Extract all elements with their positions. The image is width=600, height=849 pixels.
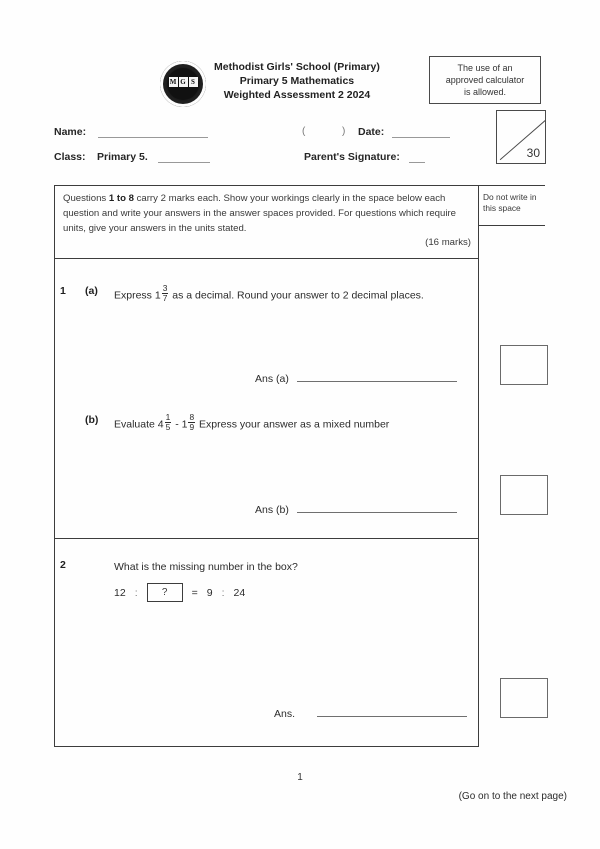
question-1b-answer-input[interactable] xyxy=(297,503,457,513)
name-label: Name: xyxy=(54,126,87,138)
marking-column-divider xyxy=(478,185,479,747)
calculator-notice-line-3: is allowed. xyxy=(463,87,507,97)
date-label: Date: xyxy=(358,126,385,138)
question-1a-answer-input[interactable] xyxy=(297,372,457,382)
calculator-notice xyxy=(429,56,541,104)
ratio-missing-number-box[interactable]: ? xyxy=(147,583,183,602)
ratio-second-term: 9 xyxy=(206,586,213,599)
calculator-notice-line-2: approved calculator xyxy=(445,75,525,85)
ratio-third-term: 24 xyxy=(233,586,246,599)
parent-signature-label: Parent's Signature: xyxy=(304,151,400,163)
question-1b-answer-label: Ans (b) xyxy=(255,504,289,516)
question-1a-denominator: 7 xyxy=(162,293,168,303)
question-1b-answer-row xyxy=(255,503,457,516)
question-1b-text xyxy=(114,414,389,433)
question-1b-marking-box xyxy=(500,475,548,515)
question-1a-text-before: Express 1 xyxy=(114,289,161,302)
question-2-answer-label: Ans. xyxy=(274,708,296,720)
question-1a-answer-label: Ans (a) xyxy=(255,373,289,385)
crest-letter-g: G xyxy=(180,78,186,86)
subject-title: Primary 5 Mathematics xyxy=(239,75,355,87)
school-name: Methodist Girls' School (Primary) xyxy=(214,61,380,73)
ratio-equals-sign: = xyxy=(191,586,198,599)
question-2-ratio-expression xyxy=(114,583,245,602)
instructions-bottom-rule xyxy=(54,258,479,259)
crest-letter-m: M xyxy=(169,78,177,86)
frame-top-rule xyxy=(54,185,479,186)
question-1b-denominator-1: 5 xyxy=(165,422,171,432)
question-1b-numerator-1: 1 xyxy=(165,412,171,422)
question-1a-text xyxy=(114,285,424,304)
question-1a-numerator: 3 xyxy=(162,283,168,293)
index-paren-close: ) xyxy=(342,126,346,137)
title-block xyxy=(214,58,380,102)
calculator-notice-line-1: The use of an xyxy=(457,63,513,73)
question-1a-label: (a) xyxy=(85,285,98,297)
marking-column-header-rule xyxy=(478,225,545,226)
next-page-notice: (Go on to the next page) xyxy=(458,791,567,802)
question-1b-fraction-1 xyxy=(165,413,172,432)
class-value: Primary 5. xyxy=(97,151,148,163)
instructions-part-2: carry 2 marks each. Show your workings clearly in the space below each question and write your answers in the answer spaces provided. For questions which require units, give your answers in the units stated. xyxy=(63,193,457,234)
school-crest-icon xyxy=(160,61,206,107)
question-2-number: 2 xyxy=(60,559,66,571)
question-1b-numerator-2: 8 xyxy=(189,412,195,422)
parent-signature-input[interactable] xyxy=(409,162,425,163)
question-1b-label: (b) xyxy=(85,414,99,426)
frame-left-border xyxy=(54,185,55,747)
instructions-text xyxy=(63,191,473,236)
question-1b-fraction-2 xyxy=(188,413,195,432)
page-header xyxy=(160,58,410,107)
question-1a-fraction xyxy=(162,284,169,303)
question-2-answer-input[interactable] xyxy=(317,707,467,717)
marking-column-top-rule xyxy=(478,185,545,186)
question-1a-marking-box xyxy=(500,345,548,385)
question-1b-text-before: Evaluate 4 xyxy=(114,418,164,431)
date-input[interactable] xyxy=(392,137,450,138)
question-2-marking-box xyxy=(500,678,548,718)
question-1b-denominator-2: 9 xyxy=(189,422,195,432)
section-marks: (16 marks) xyxy=(425,237,471,248)
name-input[interactable] xyxy=(98,137,208,138)
question-1a-answer-row xyxy=(255,372,457,385)
assessment-title: Weighted Assessment 2 2024 xyxy=(223,89,371,101)
total-marks-box xyxy=(496,110,546,164)
page-number: 1 xyxy=(297,772,303,783)
index-paren-open: ( xyxy=(302,126,306,137)
total-marks-value: 30 xyxy=(526,146,540,160)
ratio-first-term: 12 xyxy=(114,586,126,599)
question-1a-text-after: as a decimal. Round your answer to 2 decimal places. xyxy=(169,289,424,302)
class-input[interactable] xyxy=(158,162,210,163)
question-2-answer-row xyxy=(274,707,467,720)
question-1b-text-after: Express your answer as a mixed number xyxy=(196,418,390,431)
question-1b-operator: - 1 xyxy=(172,418,188,431)
question-2-text: What is the missing number in the box? xyxy=(114,561,298,573)
class-label: Class: xyxy=(54,151,86,163)
frame-bottom-rule xyxy=(54,746,479,747)
ratio-colon-2: : xyxy=(221,586,225,599)
crest-letter-s: S xyxy=(189,77,198,87)
do-not-write-notice: Do not write in this space xyxy=(483,192,537,213)
question-1-number: 1 xyxy=(60,285,66,297)
question-1-bottom-rule xyxy=(54,538,479,539)
instructions-part-1: Questions xyxy=(63,193,109,204)
instructions-bold-range: 1 to 8 xyxy=(108,193,134,204)
ratio-colon-1: : xyxy=(134,586,138,599)
